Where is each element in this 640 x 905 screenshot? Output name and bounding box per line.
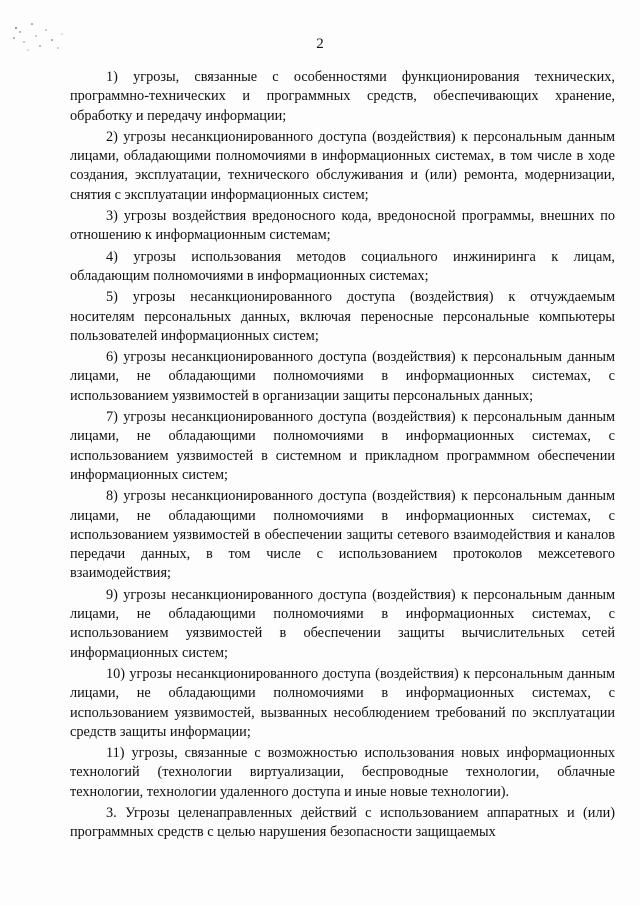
paragraph-threat-11: 11) угрозы, связанные с возможностью использования новых информационных технологий (технологии виртуализации, беспроводные технологии, облачные технологии, технологии удаленного доступа и иные новые технологии). xyxy=(70,745,615,800)
paragraph-threat-9: 9) угрозы несанкционированного доступа (воздействия) к персональным данным лицами, не обладающими полномочиями в информационных системах, с использованием уязвимостей в обеспечении защиты вычислительных сетей информационных систем; xyxy=(70,586,615,661)
paragraph-threat-4: 4) угрозы использования методов социального инжиниринга к лицам, обладающим полномочиями в информационных системах; xyxy=(70,248,615,284)
paragraph-threat-8: 8) угрозы несанкционированного доступа (воздействия) к персональным данным лицами, не обладающими полномочиями в информационных системах, с использованием уязвимостей в обеспечении защиты сетевого взаимодействия и каналов передачи данных, в том числе с использованием протоколов межсетевого взаимодействия; xyxy=(70,488,615,582)
document-body xyxy=(70,68,615,845)
paragraph-threat-7: 7) угрозы несанкционированного доступа (воздействия) к персональным данным лицами, не обладающими полномочиями в информационных системах, с использованием уязвимостей в системном и прикладном программном обеспечении информационных систем; xyxy=(70,409,615,483)
paragraph-threat-3: 3) угрозы воздействия вредоносного кода, вредоносной программы, внешних по отношению к информационным системам; xyxy=(70,208,615,244)
paragraph-threat-1: 1) угрозы, связанные с особенностями функционирования технических, программно-технических и программных средств, обеспечивающих хранение, обработку и передачу информации; xyxy=(70,69,615,124)
paragraph-threat-5: 5) угрозы несанкционированного доступа (воздействия) к отчуждаемым носителям персональных данных, включая переносные персональные компьютеры пользователей информационных систем; xyxy=(70,289,615,344)
paragraph-threat-10: 10) угрозы несанкционированного доступа (воздействия) к персональным данным лицами, не обладающими полномочиями в информационных системах, с использованием уязвимостей, вызванных несоблюдением требований по эксплуатации средств защиты информации; xyxy=(70,665,615,740)
paragraph-threat-6: 6) угрозы несанкционированного доступа (воздействия) к персональным данным лицами, не обладающими полномочиями в информационных системах, с использованием уязвимостей в организации защиты персональных данных; xyxy=(70,349,615,404)
page-number: 2 xyxy=(316,36,324,52)
paragraph-threat-2: 2) угрозы несанкционированного доступа (воздействия) к персональным данным лицами, обладающими полномочиями в информационных системах, в том числе в ходе создания, эксплуатации, технического обслуживания и (или) ремонта, модернизации, снятия с эксплуатации информационных систем; xyxy=(70,128,615,203)
paragraph-section-3: 3. Угрозы целенаправленных действий с использованием аппаратных и (или) программных средств с целью нарушения безопасности защищаемых xyxy=(70,804,615,841)
